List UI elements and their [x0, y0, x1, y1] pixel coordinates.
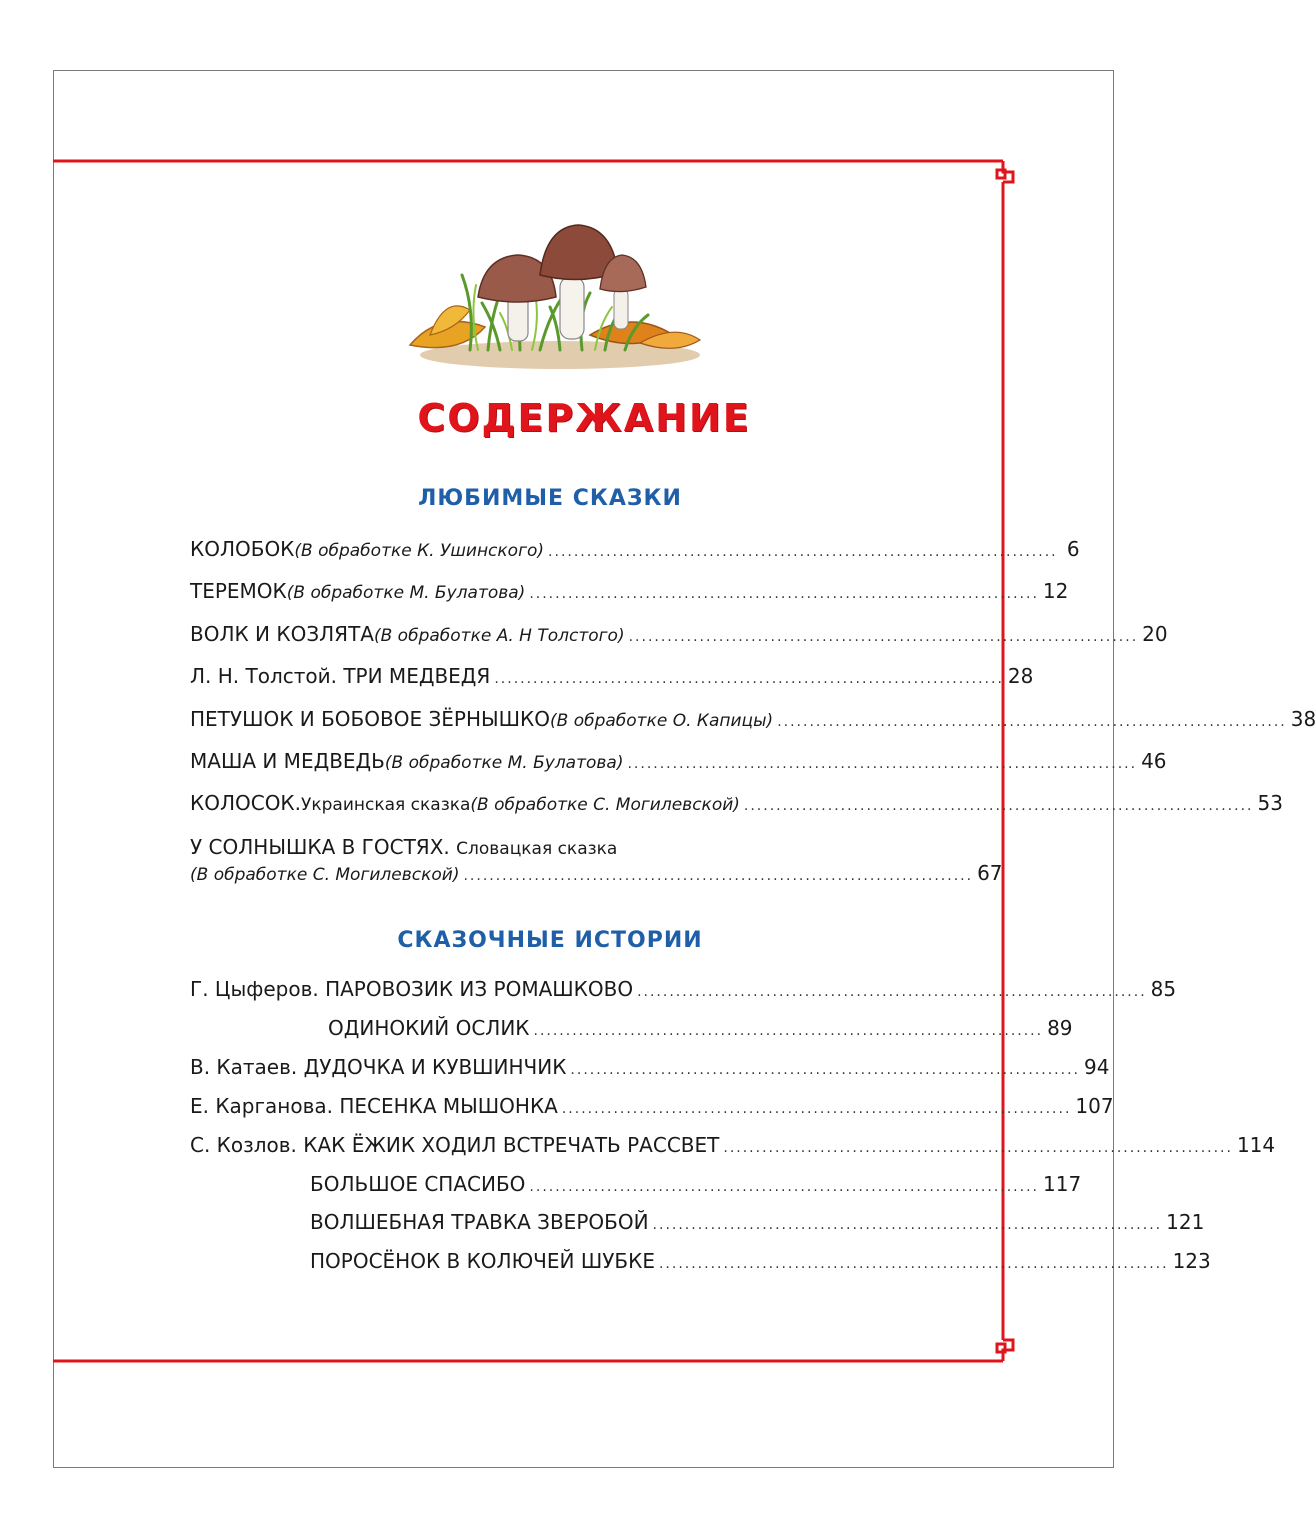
- toc-entry[interactable]: [190, 706, 1316, 735]
- section-title: СКАЗОЧНЫЕ ИСТОРИИ: [397, 928, 703, 953]
- leader-dots: ...............................................................................: [628, 629, 1139, 645]
- page-number: 38: [1290, 707, 1316, 731]
- toc-entry-first-line[interactable]: [190, 834, 617, 862]
- toc-entry[interactable]: [190, 1054, 1110, 1083]
- toc-entry[interactable]: [190, 1132, 1276, 1161]
- entry-note: (В обработке М. Булатова): [384, 753, 624, 773]
- entry-note: (В обработке О. Капицы): [550, 711, 774, 731]
- entry-title: Л. Н. Толстой. ТРИ МЕДВЕДЯ: [190, 664, 491, 688]
- page-number: 89: [1047, 1016, 1073, 1040]
- page-number: 53: [1257, 791, 1283, 815]
- page-number: 85: [1150, 977, 1177, 1001]
- entry-title: ВОЛШЕБНАЯ ТРАВКА ЗВЕРОБОЙ: [310, 1210, 649, 1234]
- toc-entry[interactable]: [190, 536, 1080, 565]
- entry-title: У СОЛНЫШКА В ГОСТЯХ.: [190, 835, 450, 859]
- page-number: 12: [1042, 579, 1069, 603]
- page-title: СОДЕРЖАНИЕ: [417, 396, 751, 440]
- leader-dots: ...............................................................................: [627, 756, 1138, 772]
- toc-entry[interactable]: [190, 621, 1168, 650]
- entry-subtitle: Украинская сказка: [301, 795, 471, 815]
- page-number: 28: [1007, 664, 1034, 688]
- page-number: 6: [1066, 537, 1080, 561]
- entry-title: ТЕРЕМОК: [190, 579, 287, 603]
- entry-title: МАША И МЕДВЕДЬ: [190, 749, 385, 773]
- toc-entry[interactable]: [328, 1015, 1073, 1044]
- leader-dots: ...............................................................................: [463, 868, 974, 884]
- entry-note: (В обработке А. Н Толстого): [373, 626, 625, 646]
- page-number: 117: [1043, 1172, 1082, 1196]
- leader-dots: ...............................................................................: [561, 1101, 1072, 1117]
- entry-title: БОЛЬШОЕ СПАСИБО: [310, 1172, 526, 1196]
- leader-dots: ...............................................................................: [743, 798, 1254, 814]
- entry-title: ПОРОСЁНОК В КОЛЮЧЕЙ ШУБКЕ: [310, 1249, 655, 1273]
- toc-entry[interactable]: [190, 976, 1177, 1005]
- page-number: 121: [1166, 1210, 1205, 1234]
- leader-dots: ...............................................................................: [723, 1140, 1233, 1156]
- entry-note: (В обработке С. Могилевской): [470, 795, 740, 815]
- leader-dots: ...............................................................................: [529, 1179, 1039, 1195]
- entry-title: С. Козлов. КАК ЁЖИК ХОДИЛ ВСТРЕЧАТЬ РАССВЕТ: [190, 1133, 720, 1157]
- leader-dots: ...............................................................................: [529, 586, 1039, 602]
- toc-entry[interactable]: [190, 790, 1283, 819]
- toc-entry[interactable]: [190, 663, 1034, 692]
- page-number: 107: [1075, 1094, 1114, 1118]
- toc-entry[interactable]: [310, 1209, 1205, 1238]
- leader-dots: ...............................................................................: [533, 1023, 1044, 1039]
- toc-entry[interactable]: [190, 748, 1167, 777]
- leader-dots: ...............................................................................: [494, 671, 1004, 687]
- leader-dots: ...............................................................................: [570, 1062, 1080, 1078]
- page-number: 67: [977, 861, 1003, 885]
- mushrooms-illustration: [400, 215, 710, 375]
- toc-entry[interactable]: [190, 1093, 1114, 1122]
- entry-note: (В обработке М. Булатова): [286, 583, 526, 603]
- leader-dots: ...............................................................................: [637, 984, 1147, 1000]
- toc-entry[interactable]: [190, 578, 1069, 607]
- entry-title: Е. Карганова. ПЕСЕНКА МЫШОНКА: [190, 1094, 558, 1118]
- entry-title: ОДИНОКИЙ ОСЛИК: [328, 1016, 530, 1040]
- leader-dots: ...............................................................................: [777, 714, 1287, 730]
- page-number: 94: [1084, 1055, 1110, 1079]
- entry-title: КОЛОБОК: [190, 537, 295, 561]
- toc-entry[interactable]: [190, 860, 1003, 889]
- entry-title: ВОЛК И КОЗЛЯТА: [190, 622, 374, 646]
- entry-note: (В обработке К. Ушинского): [294, 541, 545, 561]
- entry-note: (В обработке С. Могилевской): [190, 865, 460, 885]
- page-number: 20: [1142, 622, 1168, 646]
- section-title: ЛЮБИМЫЕ СКАЗКИ: [418, 486, 682, 511]
- leader-dots: ...............................................................................: [548, 544, 1058, 560]
- entry-subtitle: Словацкая сказка: [456, 839, 618, 859]
- page-number: 46: [1141, 749, 1167, 773]
- leader-dots: ...............................................................................: [658, 1256, 1169, 1272]
- entry-title: В. Катаев. ДУДОЧКА И КУВШИНЧИК: [190, 1055, 567, 1079]
- entry-title: ПЕТУШОК И БОБОВОЕ ЗЁРНЫШКО: [190, 707, 550, 731]
- entry-title: Г. Цыферов. ПАРОВОЗИК ИЗ РОМАШКОВО: [190, 977, 634, 1001]
- leader-dots: ...............................................................................: [652, 1217, 1163, 1233]
- toc-entry[interactable]: [310, 1248, 1211, 1277]
- page-number: 123: [1172, 1249, 1211, 1273]
- toc-entry[interactable]: [310, 1171, 1082, 1200]
- entry-title: КОЛОСОК.: [190, 791, 301, 815]
- page-number: 114: [1236, 1133, 1276, 1157]
